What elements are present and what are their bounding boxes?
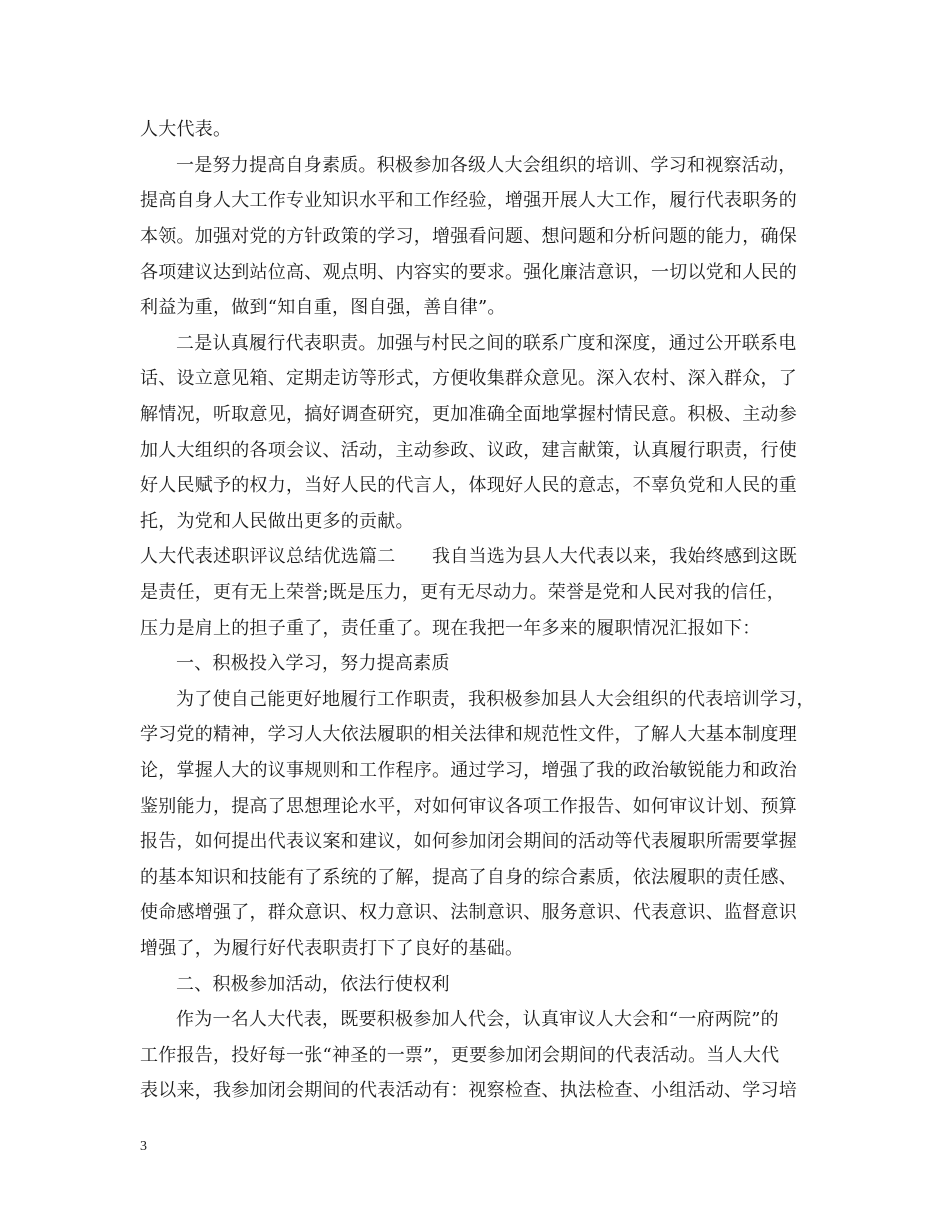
text-line: 二是认真履行代表职责。加强与村民之间的联系广度和深度，通过公开联系电 bbox=[176, 333, 797, 354]
text-line: 托，为党和人民做出更多的贡献。 bbox=[140, 511, 414, 532]
text-line: 一是努力提高自身素质。积极参加各级人大会组织的培训、学习和视察活动， bbox=[176, 155, 797, 176]
text-line: 使命感增强了，群众意识、权力意识、法制意识、服务意识、代表意识、监督意识 bbox=[140, 902, 797, 923]
text-line: 压力是肩上的担子重了，责任重了。现在我把一年多来的履职情况汇报如下： bbox=[140, 618, 761, 639]
text-line: 鉴别能力，提高了思想理论水平，对如何审议各项工作报告、如何审议计划、预算 bbox=[140, 796, 797, 817]
text-line: 话、设立意见箱、定期走访等形式，方便收集群众意见。深入农村、深入群众，了 bbox=[140, 368, 797, 389]
text-line: 解情况，听取意见，搞好调查研究，更加准确全面地掌握村情民意。积极、主动参 bbox=[140, 404, 797, 425]
text-line: 学习党的精神，学习人大依法履职的相关法律和规范性文件，了解人大基本制度理 bbox=[140, 724, 797, 745]
text-line: 提高自身人大工作专业知识水平和工作经验，增强开展人大工作，履行代表职务的 bbox=[140, 190, 797, 211]
text-line: 增强了，为履行好代表职责打下了良好的基础。 bbox=[140, 938, 524, 959]
section-heading-line: 人大代表述职评议总结优选篇二 我自当选为县人大代表以来，我始终感到这既 bbox=[140, 546, 797, 567]
text-line: 是责任，更有无上荣誉;既是压力，更有无尽动力。荣誉是党和人民对我的信任， bbox=[140, 582, 786, 603]
text-line: 的基本知识和技能有了系统的了解，提高了自身的综合素质，依法履职的责任感、 bbox=[140, 867, 797, 888]
text-line: 为了使自己能更好地履行工作职责，我积极参加县人大会组织的代表培训学习， bbox=[176, 689, 815, 710]
text-line: 好人民赋予的权力，当好人民的代言人，体现好人民的意志，不辜负党和人民的重 bbox=[140, 475, 797, 496]
text-line: 工作报告，投好每一张“神圣的一票”，更要参加闭会期间的代表活动。当人大代 bbox=[140, 1045, 780, 1066]
page-number: 3 bbox=[140, 1139, 147, 1154]
text-line: 论，掌握人大的议事规则和工作程序。通过学习，增强了我的政治敏锐能力和政治 bbox=[140, 760, 797, 781]
text-line: 表以来，我参加闭会期间的代表活动有：视察检查、执法检查、小组活动、学习培 bbox=[140, 1080, 797, 1101]
text-line: 人大代表。 bbox=[140, 119, 232, 140]
text-line: 本领。加强对党的方针政策的学习，增强看问题、想问题和分析问题的能力，确保 bbox=[140, 226, 797, 247]
text-line: 作为一名人大代表，既要积极参加人代会，认真审议人大会和“一府两院”的 bbox=[176, 1009, 779, 1030]
subheading-line: 二、积极参加活动，依法行使权利 bbox=[176, 974, 450, 995]
text-line: 加人大组织的各项会议、活动，主动参政、议政，建言献策，认真履行职责，行使 bbox=[140, 440, 797, 461]
subheading-line: 一、积极投入学习，努力提高素质 bbox=[176, 653, 450, 674]
text-line: 各项建议达到站位高、观点明、内容实的要求。强化廉洁意识，一切以党和人民的 bbox=[140, 262, 797, 283]
text-line: 报告，如何提出代表议案和建议，如何参加闭会期间的活动等代表履职所需要掌握 bbox=[140, 831, 797, 852]
text-line: 利益为重，做到“知自重，图自强，善自律”。 bbox=[140, 297, 506, 318]
